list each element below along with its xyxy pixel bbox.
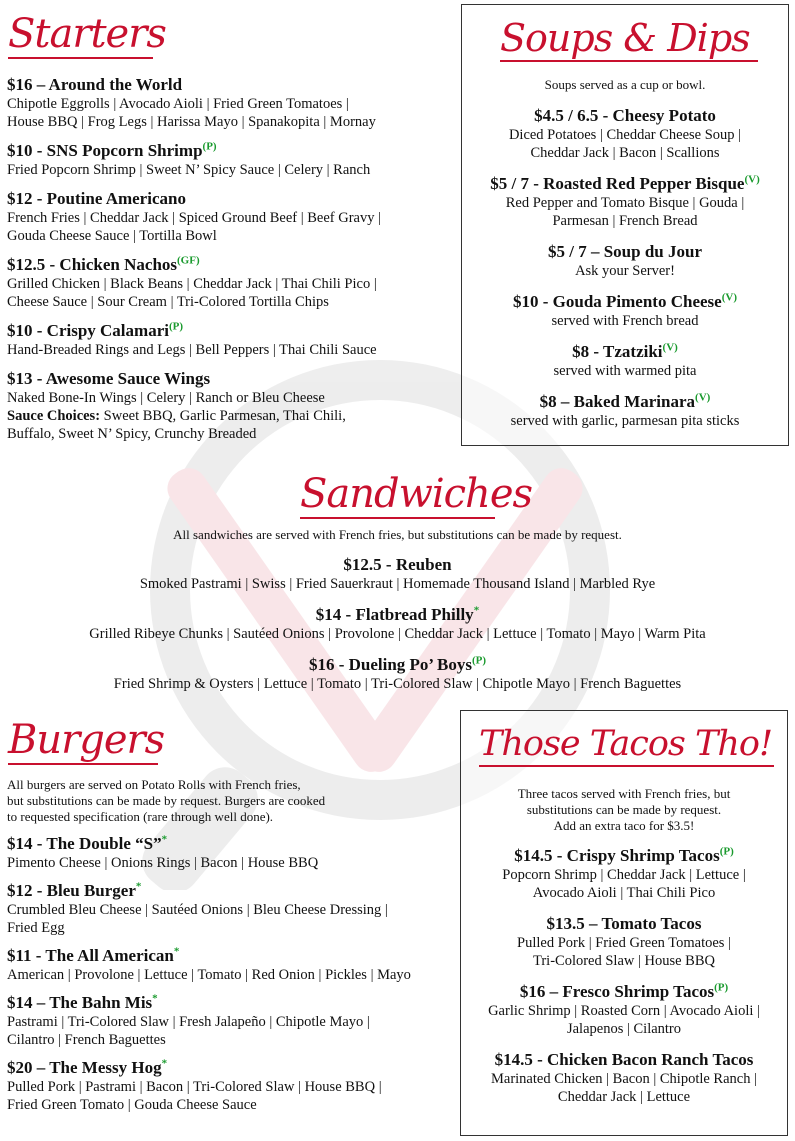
item-desc: Cilantro | French Baguettes [7,1032,166,1048]
item-desc: Pulled Pork | Pastrami | Bacon | Tri-Colored Slaw | House BBQ | [7,1079,382,1095]
item-name: $16 - Dueling Po’ Boys [308,655,473,674]
item-desc: French Fries | Cheddar Jack | Spiced Ground Beef | Beef Gravy | [7,210,382,226]
item-title [7,255,452,275]
burgers-note: but substitutions can be made by request. Burgers are cooked [7,793,326,808]
tacos-note: substitutions can be made by request. [526,802,722,817]
sandwiches-note: All sandwiches are served with French fries, but substitutions can be made by request. [173,527,622,542]
sandwiches-heading [300,471,533,519]
item-name: $14.5 - Crispy Shrimp Tacos [514,846,720,865]
soups-underline [500,60,758,62]
item-title: $5 / 7 – Soup du Jour [548,242,702,261]
sandwiches-list [0,527,795,693]
item-tag: (V) [721,291,737,304]
item-desc: Gouda Cheese Sauce | Tortilla Bowl [7,228,217,244]
item-desc: Hand-Breaded Rings and Legs | Bell Peppers | Thai Chili Sauce [7,342,377,358]
item-title [7,834,457,854]
sauce-choices [7,407,452,425]
item-title [7,1058,457,1078]
item-desc: Pimento Cheese | Onions Rings | Bacon | House BBQ [7,855,319,871]
item-name: $14 - The Double “S” [7,834,162,853]
item-title: $13.5 – Tomato Tacos [546,914,702,933]
item-tag: (V) [744,173,760,186]
soups-box [461,4,789,446]
item-title [462,174,788,194]
item-title [462,342,788,362]
item-title [461,982,787,1002]
item-title: $16 – Around the World [7,75,183,94]
item-tag: * [135,880,142,893]
item-desc: Grilled Ribeye Chunks | Sautéed Onions | Provolone | Cheddar Jack | Lettuce | Tomato | Mayo | Warm Pita [89,626,706,642]
item-title [461,846,787,866]
item-desc: Grilled Chicken | Black Beans | Cheddar Jack | Thai Chili Pico | [7,276,377,292]
item-name: $5 / 7 - Roasted Red Pepper Bisque [490,174,745,193]
item-tag: (P) [472,654,487,667]
starters-underline [8,57,153,59]
item-tag: * [161,833,168,846]
item-desc: Avocado Aioli | Thai Chili Pico [532,885,716,901]
item-title: $12 - Poutine Americano [7,189,186,208]
starter-item [7,321,452,359]
item-title [7,321,452,341]
tacos-note: Add an extra taco for $3.5! [553,818,695,833]
item-desc: Fried Egg [7,920,65,936]
item-name: $20 – The Messy Hog [7,1058,162,1077]
item-desc: Naked Bone-In Wings | Celery | Ranch or Bleu Cheese [7,390,325,406]
item-desc: Fried Green Tomato | Gouda Cheese Sauce [7,1097,257,1113]
item-desc: Tri-Colored Slaw | House BBQ [532,953,715,969]
item-tag: (P) [168,320,184,333]
item-name: $10 - SNS Popcorn Shrimp [7,141,203,160]
item-title: $13 - Awesome Sauce Wings [7,369,211,388]
starters-list [7,65,452,443]
item-desc: Cheese Sauce | Sour Cream | Tri-Colored Tortilla Chips [7,294,329,310]
starter-item [7,255,452,311]
item-name: $8 – Baked Marinara [539,392,696,411]
item-tag: * [473,604,480,617]
sauce-text-cont: Buffalo, Sweet N’ Spicy, Crunchy Breaded [7,426,257,442]
item-desc: Pulled Pork | Fried Green Tomatoes | [517,935,731,951]
item-desc: Ask your Server! [575,263,675,279]
burgers-note: to requested specification (rare through well done). [7,809,274,824]
item-desc: Smoked Pastrami | Swiss | Fried Sauerkraut | Homemade Thousand Island | Marbled Rye [139,576,656,592]
tacos-list [461,786,787,1106]
starter-item [7,141,452,179]
sauce-label: Sauce Choices: [7,408,101,424]
item-desc: House BBQ | Frog Legs | Harissa Mayo | Spanakopita | Mornay [7,114,376,130]
item-tag: (P) [714,981,729,994]
item-desc: served with French bread [551,313,699,329]
starter-item [7,369,452,443]
tacos-underline [479,765,774,767]
item-name: $11 - The All American [7,946,174,965]
item-desc: Garlic Shrimp | Roasted Corn | Avocado Aioli | [488,1003,760,1019]
starter-item [7,75,452,131]
soups-note: Soups served as a cup or bowl. [544,77,706,92]
item-tag: * [152,992,158,1005]
item-desc: Diced Potatoes | Cheddar Cheese Soup | [508,127,742,143]
item-title [0,605,795,625]
sauce-text: Sweet BBQ, Garlic Parmesan, Thai Chili, [100,408,346,424]
item-desc: Crumbled Bleu Cheese | Sautéed Onions | Bleu Cheese Dressing | [7,902,388,918]
item-desc: served with garlic, parmesan pita sticks [510,413,740,429]
item-name: $10 - Crispy Calamari [7,321,169,340]
item-title [7,946,457,966]
item-desc: Fried Shrimp & Oysters | Lettuce | Tomato | Tri-Colored Slaw | Chipotle Mayo | French Baguettes [113,676,682,692]
burgers-title: Burgers [8,717,165,763]
item-name: $10 - Gouda Pimento Cheese [513,292,722,311]
burgers-list [7,777,457,1114]
item-desc: Chipotle Eggrolls | Avocado Aioli | Fried Green Tomatoes | [7,96,349,112]
soups-list [462,77,788,430]
item-title [7,993,457,1013]
item-name: $16 – Fresco Shrimp Tacos [519,982,715,1001]
item-tag: (P) [202,140,217,153]
tacos-title: Those Tacos Tho! [479,724,773,764]
item-desc: Pastrami | Tri-Colored Slaw | Fresh Jalapeño | Chipotle Mayo | [7,1014,370,1030]
sandwiches-title: Sandwiches [300,471,533,517]
burgers-underline [8,763,158,765]
burgers-note: All burgers are served on Potato Rolls with French fries, [7,777,301,792]
item-desc: American | Provolone | Lettuce | Tomato | Red Onion | Pickles | Mayo [7,967,411,983]
item-desc: Cheddar Jack | Lettuce [557,1089,691,1105]
soups-heading [500,16,758,62]
item-name: $8 - Tzatziki [572,342,663,361]
item-name: $14 – The Bahn Mis [7,993,153,1012]
starter-item [7,189,452,245]
item-desc: Cheddar Jack | Bacon | Scallions [530,145,720,161]
item-desc: Parmesan | French Bread [552,213,698,229]
item-title [462,392,788,412]
item-title [7,881,457,901]
item-desc: Red Pepper and Tomato Bisque | Gouda | [505,195,745,211]
soups-title: Soups & Dips [500,16,750,60]
tacos-heading [479,724,774,767]
item-title [7,141,452,161]
item-desc: served with warmed pita [553,363,697,379]
item-desc: Jalapenos | Cilantro [566,1021,682,1037]
item-name: $14 - Flatbread Philly [315,605,474,624]
item-name: $12.5 - Chicken Nachos [7,255,178,274]
item-desc: Marinated Chicken | Bacon | Chipotle Ranch | [490,1071,758,1087]
item-desc: Popcorn Shrimp | Cheddar Jack | Lettuce | [502,867,746,883]
item-desc: Fried Popcorn Shrimp | Sweet N’ Spicy Sauce | Celery | Ranch [7,162,371,178]
item-tag: * [161,1057,168,1070]
sandwiches-underline [300,517,495,519]
item-tag: (V) [695,391,711,404]
starters-title: Starters [8,11,166,57]
tacos-note: Three tacos served with French fries, but [517,786,731,801]
item-tag: (GF) [177,254,200,267]
tacos-box [460,710,788,1136]
item-title: $14.5 - Chicken Bacon Ranch Tacos [494,1050,754,1069]
item-tag: (V) [662,341,678,354]
item-title [0,655,795,675]
item-title: $12.5 - Reuben [343,555,452,574]
item-title [462,292,788,312]
item-title: $4.5 / 6.5 - Cheesy Potato [534,106,716,125]
item-tag: * [173,945,180,958]
item-tag: (P) [719,845,734,858]
burgers-heading [8,717,165,765]
item-name: $12 - Bleu Burger [7,881,136,900]
starters-heading [8,11,166,59]
